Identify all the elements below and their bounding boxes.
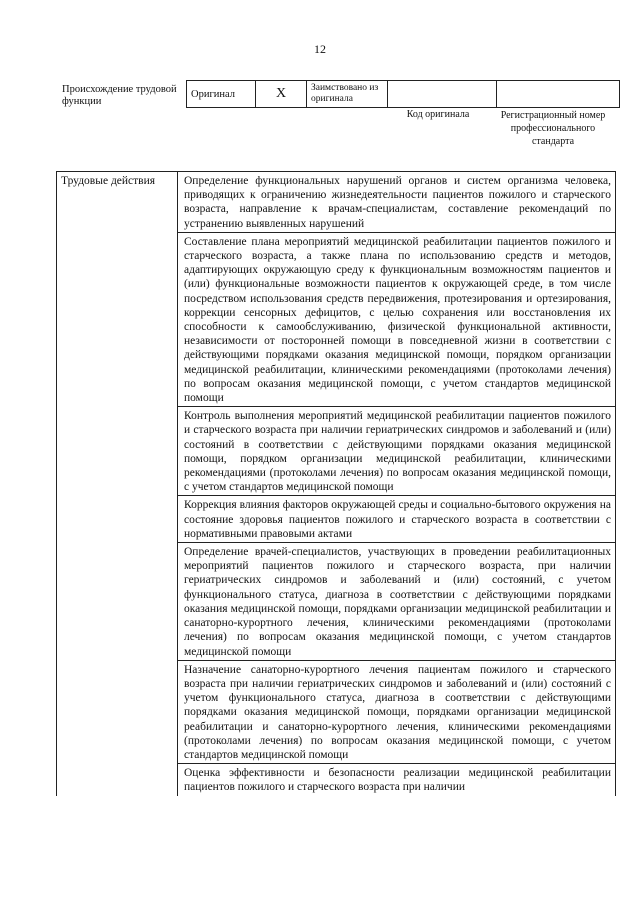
page-number: 12 [314, 42, 326, 56]
labor-actions-label: Трудовые действия [57, 172, 178, 796]
table-row [57, 172, 616, 233]
original-label: Оригинал [191, 88, 235, 100]
original-cell [187, 81, 256, 108]
labor-action-item: Оценка эффективности и безопасности реализации медицинской реабилитации пациентов пожилого и старческого возраста при наличии [178, 764, 616, 796]
labor-action-item: Составление плана мероприятий медицинской реабилитации пациентов пожилого и старческого возраста, а также плана по использованию средств и методов, адаптирующих окружающую среду к функциональным возможностям пациентов и (или) функциональные возможности пациентов к окружающей среде, в том числе посредством использования средств передвижения, протезирования и ортезирования, коррекции сенсорных дефицитов, с целью сохранения или восстановления их способности к самообслуживанию, физической функциональной активности, независимости от посторонней помощи в повседневной жизни в соответствии с действующими порядками оказания медицинской помощи, порядком организации медицинской реабилитации, клиническими рекомендациями (протоколами лечения) по вопросам оказания медицинской помощи, с учетом стандартов медицинской помощи [178, 232, 616, 406]
origin-label: Происхождение трудовой функции [62, 84, 177, 107]
original-mark-cell [256, 81, 307, 108]
borrowed-label: Заимствовано из оригинала [311, 83, 379, 104]
origin-table [186, 80, 620, 108]
labor-action-item: Определение функциональных нарушений органов и систем организма человека, приводящих к ограничению жизнедеятельности пациентов пожилого и старческого возраста, направление к врачам-специалистам, составление рекомендаций по устранению выявленных нарушений [178, 172, 616, 233]
code-cell [388, 81, 497, 108]
labor-action-item: Назначение санаторно-курортного лечения пациентам пожилого и старческого возраста при наличии гериатрических синдромов и заболеваний и (или) состояний с учетом функционального статуса, диагноза в соответствии с действующими порядками оказания медицинской помощи, порядками организации медицинской реабилитации и санаторно-курортного лечения, клиническими рекомендациями (протоколами лечения) по вопросам оказания медицинской помощи, с учетом стандартов медицинской помощи [178, 660, 616, 763]
code-caption: Код оригинала [406, 109, 470, 120]
original-mark: X [275, 86, 287, 101]
labor-action-item: Контроль выполнения мероприятий медицинской реабилитации пациентов пожилого и старческого возраста при наличии гериатрических синдромов и заболеваний и (или) состояний в соответствии с действующими порядками оказания медицинской помощи, порядком организации медицинской реабилитации, клиническими рекомендациями (протоколами лечения) по вопросам оказания медицинской помощи, с учетом стандартов медицинской помощи [178, 407, 616, 496]
registration-caption: Регистрационный номер профессионального стандарта [500, 110, 606, 147]
borrowed-cell [307, 81, 388, 108]
registration-cell [497, 81, 620, 108]
labor-action-item: Определение врачей-специалистов, участвующих в проведении реабилитационных мероприятий пациентов пожилого и старческого возраста, при наличии гериатрических синдромов и заболеваний и (или) состояний, с учетом функционального статуса, диагноза в соответствии с действующими порядками оказания медицинской помощи, порядками организации медицинской реабилитации и санаторно-курортного лечения, клиническими рекомендациями (протоколами лечения) по вопросам оказания медицинской помощи, с учетом стандартов медицинской помощи [178, 543, 616, 661]
labor-actions-table [56, 171, 616, 796]
labor-action-item: Коррекция влияния факторов окружающей среды и социально-бытового окружения на состояние здоровья пациентов пожилого и старческого возраста в соответствии с нормативными правовыми актами [178, 496, 616, 543]
